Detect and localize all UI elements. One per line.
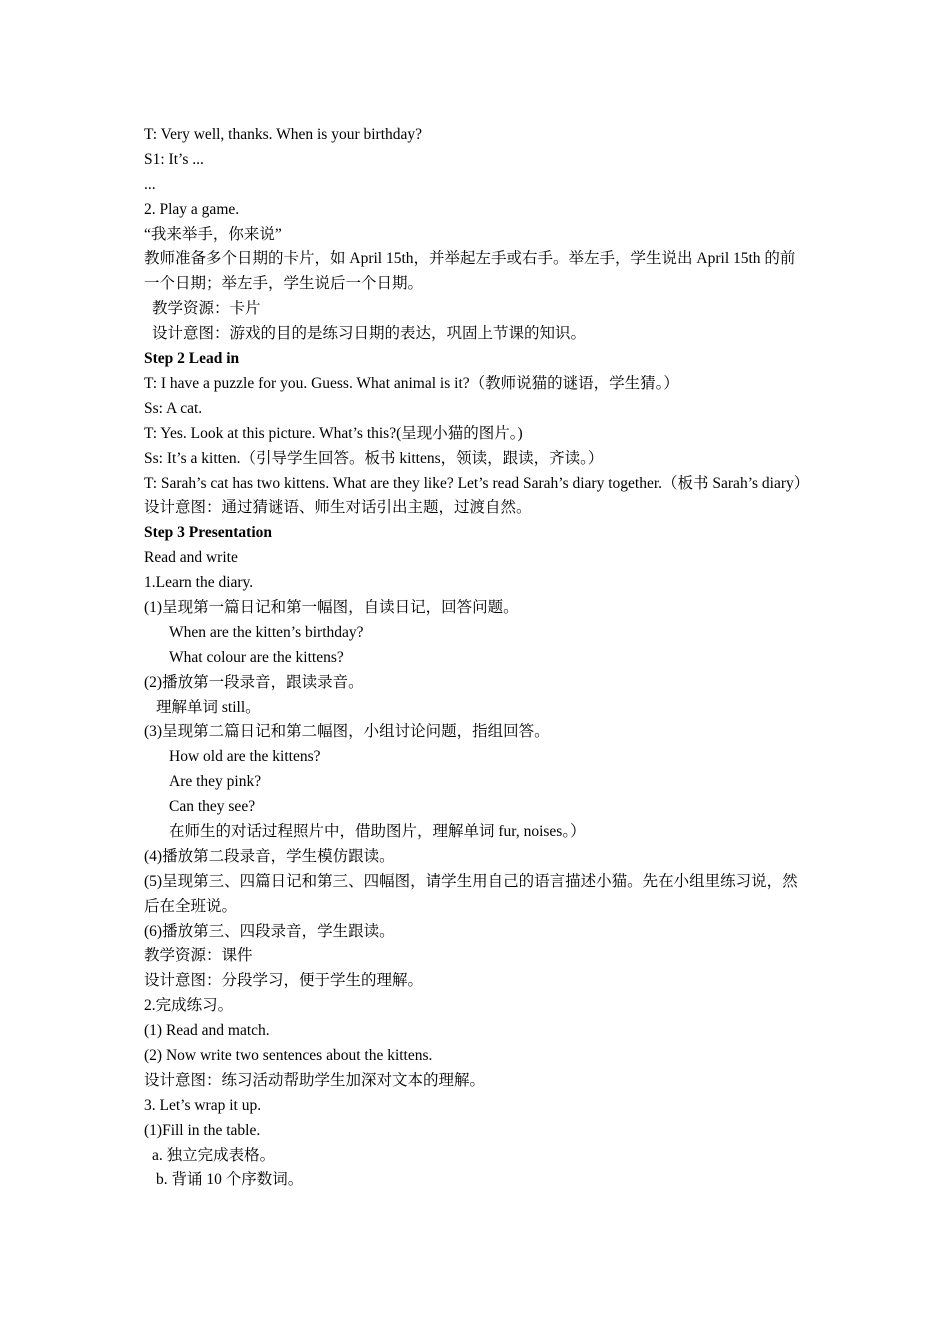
text-line: b. 背诵 10 个序数词。 bbox=[156, 1171, 304, 1189]
text-line: T: Yes. Look at this picture. What’s this?(呈现小猫的图片。) bbox=[144, 424, 523, 442]
text-paragraph: T: Sarah’s cat has two kittens. What are they like? Let’s read Sarah’s diary together.（板书 Sarah’s diary） bbox=[144, 474, 810, 492]
text-line: (4)播放第二段录音，学生模仿跟读。 bbox=[144, 847, 395, 865]
text-line: 3. Let’s wrap it up. bbox=[144, 1096, 262, 1114]
text-line: (3)呈现第二篇日记和第二幅图，小组讨论问题，指组回答。 bbox=[144, 723, 550, 741]
text-line: Ss: It’s a kitten.（引导学生回答。板书 kittens，领读，跟读，齐读。） bbox=[144, 449, 604, 467]
text-line: 2.完成练习。 bbox=[144, 997, 234, 1015]
text-line: (1)Fill in the table. bbox=[144, 1121, 261, 1139]
section-heading: Step 3 Presentation bbox=[144, 524, 273, 542]
text-line: “我来举手，你来说” bbox=[144, 225, 282, 243]
text-line: 在师生的对话过程照片中，借助图片，理解单词 fur, noises。） bbox=[169, 822, 586, 840]
text-line: (1)呈现第一篇日记和第一幅图，自读日记，回答问题。 bbox=[144, 598, 519, 616]
text-line: (6)播放第三、四段录音，学生跟读。 bbox=[144, 922, 395, 940]
text-line: 1.Learn the diary. bbox=[144, 574, 254, 592]
text-line: (2)播放第一段录音，跟读录音。 bbox=[144, 673, 364, 691]
text-line: T: Very well, thanks. When is your birthday? bbox=[144, 126, 423, 143]
text-line: 设计意图：分段学习，便于学生的理解。 bbox=[144, 972, 424, 990]
text-line: T: I have a puzzle for you. Guess. What animal is it?（教师说猫的谜语，学生猜。） bbox=[144, 374, 679, 392]
text-line: 设计意图：通过猜谜语、师生对话引出主题，过渡自然。 bbox=[144, 499, 532, 517]
section-heading: Step 2 Lead in bbox=[144, 350, 240, 368]
text-line: a. 独立完成表格。 bbox=[152, 1146, 276, 1164]
text-line: 设计意图：游戏的目的是练习日期的表达，巩固上节课的知识。 bbox=[152, 325, 587, 343]
text-line: 2. Play a game. bbox=[144, 200, 240, 218]
text-line: Are they pink? bbox=[169, 773, 262, 791]
text-line: 教学资源：卡片 bbox=[152, 300, 261, 318]
text-line: Can they see? bbox=[169, 798, 256, 816]
text-line: (2) Now write two sentences about the kittens. bbox=[144, 1047, 433, 1065]
text-line: How old are the kittens? bbox=[169, 748, 321, 766]
text-line: (1) Read and match. bbox=[144, 1022, 270, 1040]
text-line: Ss: A cat. bbox=[144, 399, 203, 417]
text-line: Read and write bbox=[144, 549, 238, 567]
text-line: What colour are the kittens? bbox=[169, 648, 344, 666]
text-line: When are the kitten’s birthday? bbox=[169, 623, 364, 641]
text-line: 设计意图：练习活动帮助学生加深对文本的理解。 bbox=[144, 1071, 486, 1089]
text-line: 教学资源：课件 bbox=[144, 947, 253, 965]
text-line: S1: It’s ... bbox=[144, 150, 204, 168]
text-paragraph: 教师准备多个日期的卡片，如 April 15th，并举起左手或右手。举左手，学生说出 April 15th 的前一个日期；举左手，学生说后一个日期。 bbox=[144, 250, 796, 293]
document-body bbox=[144, 123, 810, 1193]
text-line: 理解单词 still。 bbox=[156, 698, 261, 716]
text-line: ... bbox=[144, 175, 156, 193]
text-paragraph: (5)呈现第三、四篇日记和第三、四幅图，请学生用自己的语言描述小猫。先在小组里练习说，然后在全班说。 bbox=[144, 872, 798, 915]
